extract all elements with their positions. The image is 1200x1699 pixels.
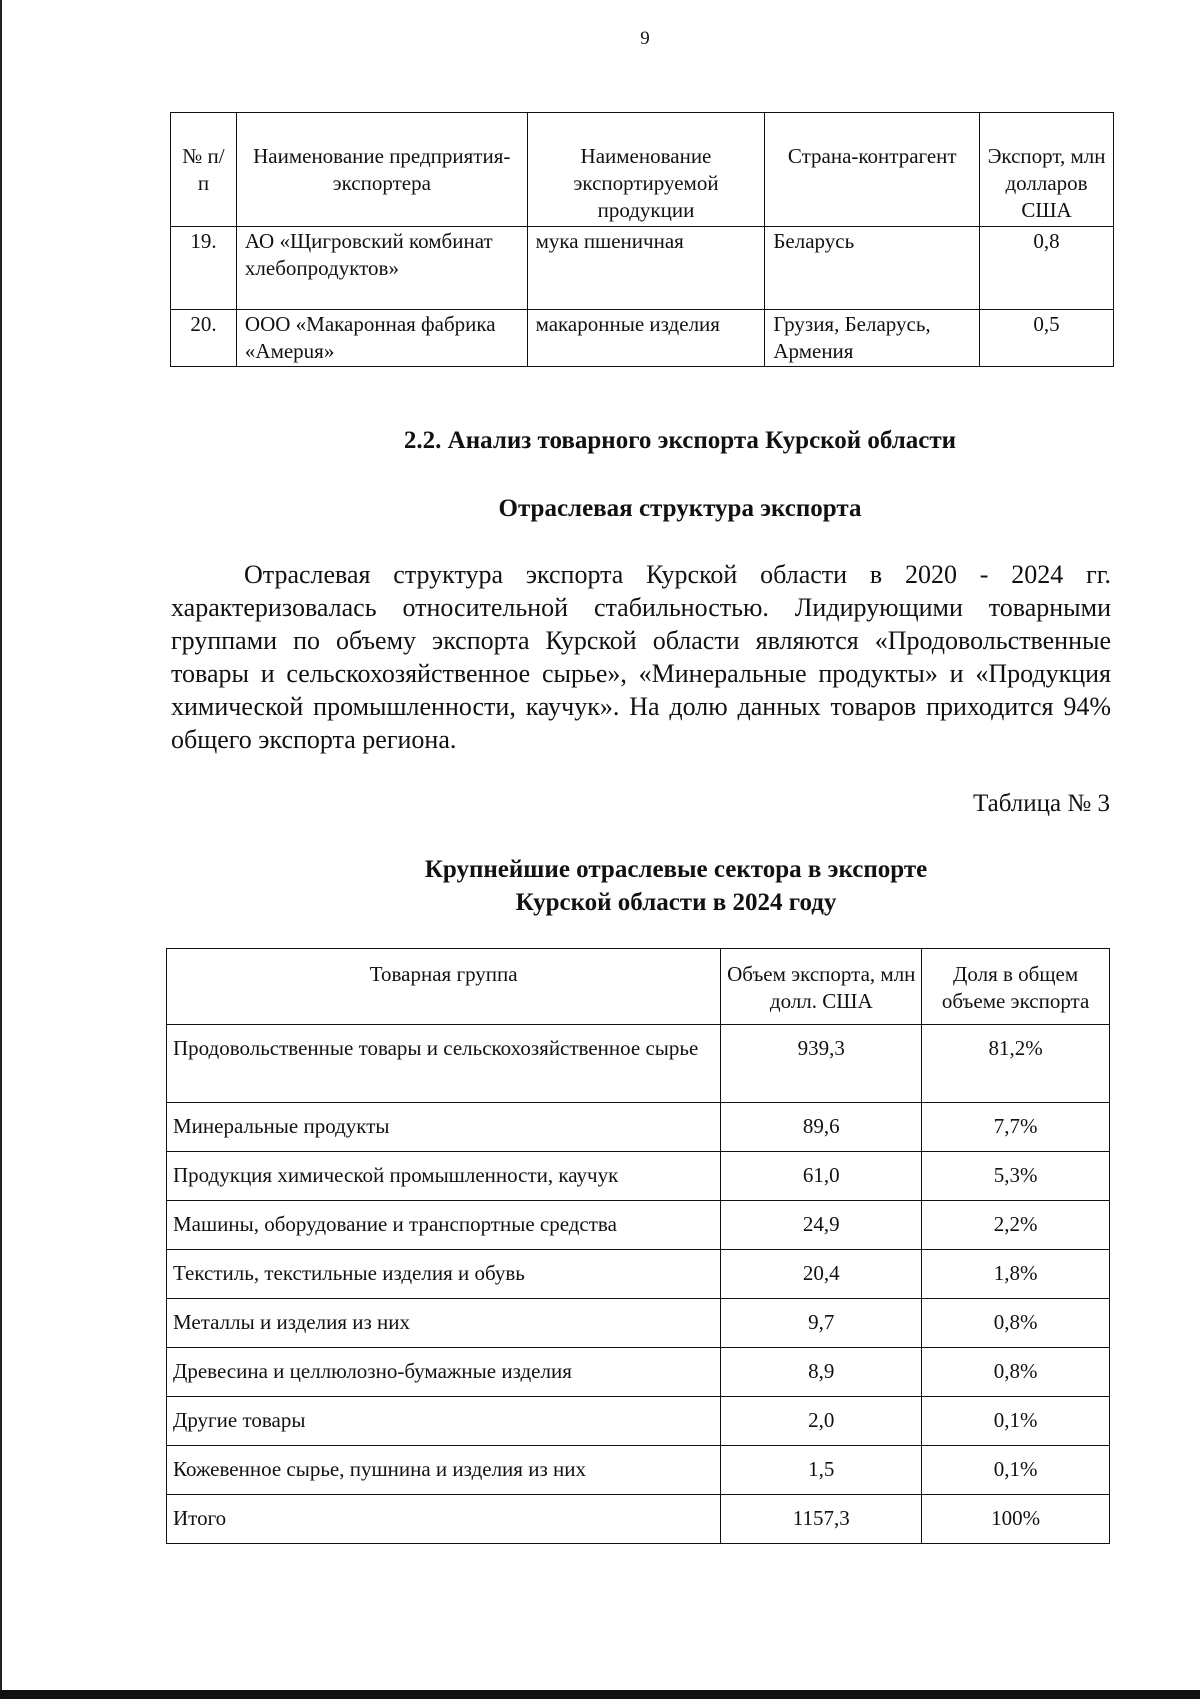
header-cell: Экспорт, млн долларов США xyxy=(980,113,1114,227)
total-row xyxy=(167,1495,1110,1544)
share-cell: 81,2% xyxy=(922,1025,1110,1103)
volume-cell: 8,9 xyxy=(721,1348,922,1397)
country-cell: Грузия, Беларусь, Армения xyxy=(765,310,980,367)
page-number: 9 xyxy=(640,28,650,49)
exporters-table-header xyxy=(171,113,1114,227)
group-cell: Другие товары xyxy=(167,1397,721,1446)
export-sectors-table-header xyxy=(167,949,1110,1025)
group-cell: Итого xyxy=(167,1495,721,1544)
header-cell: Доля в общем объеме экспорта xyxy=(922,949,1110,1025)
volume-cell: 20,4 xyxy=(721,1250,922,1299)
table-row xyxy=(167,1299,1110,1348)
share-cell: 0,8% xyxy=(922,1348,1110,1397)
header-cell: Страна-контрагент xyxy=(765,113,980,227)
share-cell: 5,3% xyxy=(922,1152,1110,1201)
group-cell: Древесина и целлюлозно-бумажные изделия xyxy=(167,1348,721,1397)
group-cell: Текстиль, текстильные изделия и обувь xyxy=(167,1250,721,1299)
export-cell: 0,8 xyxy=(980,227,1114,310)
volume-cell: 61,0 xyxy=(721,1152,922,1201)
row-number: 20. xyxy=(171,310,237,367)
group-cell: Продукция химической промышленности, каучук xyxy=(167,1152,721,1201)
exporters-table xyxy=(170,112,1114,367)
table-row xyxy=(167,1397,1110,1446)
header-cell: № п/п xyxy=(171,113,237,227)
company-cell: АО «Щигровский комбинат хлебопродуктов» xyxy=(236,227,527,310)
volume-cell: 24,9 xyxy=(721,1201,922,1250)
section-title: 2.2. Анализ товарного экспорта Курской области xyxy=(403,427,957,454)
table-label: Таблица № 3 xyxy=(972,790,1110,817)
share-cell: 1,8% xyxy=(922,1250,1110,1299)
table-row xyxy=(167,1446,1110,1495)
volume-cell: 939,3 xyxy=(721,1025,922,1103)
subsection-title: Отраслевая структура экспорта xyxy=(498,495,862,522)
table-row xyxy=(167,1201,1110,1250)
product-cell: мука пшеничная xyxy=(527,227,765,310)
volume-cell: 1157,3 xyxy=(721,1495,922,1544)
table-caption-line: Крупнейшие отраслевые сектора в экспорте xyxy=(424,856,928,883)
volume-cell: 89,6 xyxy=(721,1103,922,1152)
table-row xyxy=(167,1103,1110,1152)
volume-cell: 1,5 xyxy=(721,1446,922,1495)
volume-cell: 9,7 xyxy=(721,1299,922,1348)
group-cell: Машины, оборудование и транспортные средства xyxy=(167,1201,721,1250)
table-caption-line: Курской области в 2024 году xyxy=(515,889,837,916)
table-row xyxy=(167,1348,1110,1397)
share-cell: 2,2% xyxy=(922,1201,1110,1250)
header-cell: Наименование экспортируемой продукции xyxy=(527,113,765,227)
body-paragraph: Отраслевая структура экспорта Курской области в 2020 - 2024 гг. характеризовалась относительной стабильностью. Лидирующими товарными группами по объему экспорта Курской области являются «Продовольственные товары и сельскохозяйственное сырье», «Минеральные продукты» и «Продукция химической промышленности, каучук». На долю данных товаров приходится 94% общего экспорта региона. xyxy=(171,560,1111,754)
country-cell: Беларусь xyxy=(765,227,980,310)
row-number: 19. xyxy=(171,227,237,310)
share-cell: 100% xyxy=(922,1495,1110,1544)
table-row xyxy=(171,227,1114,310)
table-row xyxy=(167,1250,1110,1299)
group-cell: Кожевенное сырье, пушнина и изделия из них xyxy=(167,1446,721,1495)
header-cell: Объем экспорта, млн долл. США xyxy=(721,949,922,1025)
table-caption xyxy=(0,853,1200,919)
scan-left-edge xyxy=(0,0,2,1699)
company-cell: ООО «Макаронная фабрика «Амерuя» xyxy=(236,310,527,367)
header-cell: Товарная группа xyxy=(167,949,721,1025)
share-cell: 0,1% xyxy=(922,1397,1110,1446)
scan-bottom-edge xyxy=(0,1690,1200,1699)
share-cell: 0,8% xyxy=(922,1299,1110,1348)
group-cell: Металлы и изделия из них xyxy=(167,1299,721,1348)
group-cell: Минеральные продукты xyxy=(167,1103,721,1152)
share-cell: 7,7% xyxy=(922,1103,1110,1152)
table-row xyxy=(171,310,1114,367)
header-cell: Наименование предприятия-экспортера xyxy=(236,113,527,227)
share-cell: 0,1% xyxy=(922,1446,1110,1495)
product-cell: макаронные изделия xyxy=(527,310,765,367)
group-cell: Продовольственные товары и сельскохозяйственное сырье xyxy=(167,1025,721,1103)
table-row xyxy=(167,1152,1110,1201)
export-cell: 0,5 xyxy=(980,310,1114,367)
export-sectors-table xyxy=(166,948,1110,1544)
table-row xyxy=(167,1025,1110,1103)
volume-cell: 2,0 xyxy=(721,1397,922,1446)
